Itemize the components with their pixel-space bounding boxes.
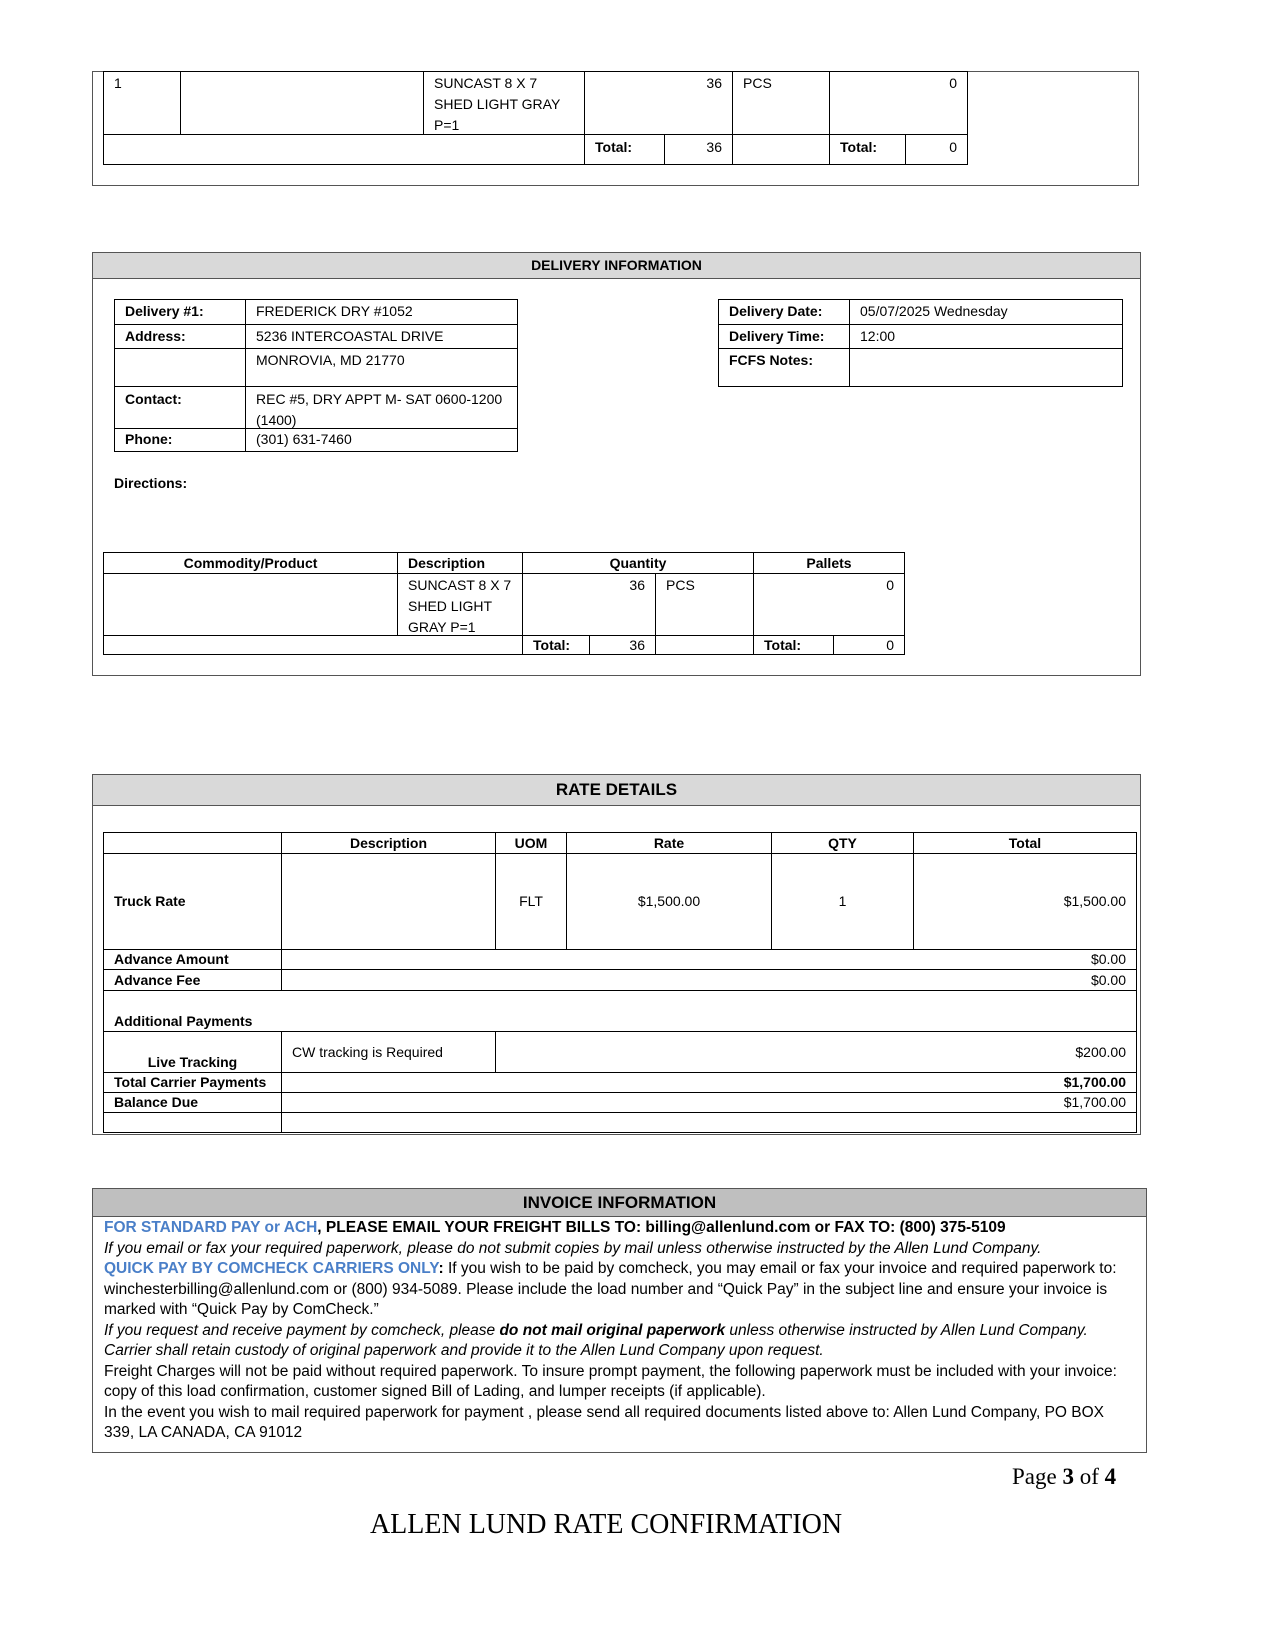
- delivery-number-value: FREDERICK DRY #1052: [245, 299, 518, 325]
- footer-title: ALLEN LUND RATE CONFIRMATION: [369, 1509, 843, 1540]
- top-total-pallets-label: Total:: [829, 134, 906, 165]
- address-line-2: MONROVIA, MD 21770: [245, 348, 518, 387]
- total-pages: 4: [1104, 1464, 1117, 1489]
- phone-label: Phone:: [114, 428, 246, 452]
- advance-fee-value: $0.00: [281, 969, 1137, 991]
- product-description-cell: [397, 573, 523, 636]
- top-description-cell: [423, 71, 585, 135]
- product-description-line-3: GRAY P=1: [408, 619, 476, 635]
- rate-empty-row-label: [103, 1112, 282, 1133]
- top-description-line-3: P=1: [434, 117, 460, 133]
- directions-label: Directions:: [114, 475, 188, 491]
- product-header-quantity: Quantity: [522, 552, 754, 574]
- top-pallets: 0: [829, 71, 968, 135]
- delivery-number-label: Delivery #1:: [114, 299, 246, 325]
- fcfs-notes-label: FCFS Notes:: [718, 348, 850, 387]
- invoice-header: INVOICE INFORMATION: [93, 1189, 1146, 1217]
- delivery-date-label: Delivery Date:: [718, 299, 850, 325]
- truck-rate-rate: $1,500.00: [566, 853, 772, 950]
- invoice-mail-address: In the event you wish to mail required paperwork for payment , please send all required documents listed above to: Allen Lund Company, PO BOX 339, LA CANADA, CA 91012: [104, 1403, 1105, 1441]
- advance-amount-value: $0.00: [281, 949, 1137, 970]
- rate-header: RATE DETAILS: [93, 775, 1140, 806]
- live-tracking-label: Live Tracking: [103, 1031, 282, 1073]
- product-pallets: 0: [753, 573, 905, 636]
- product-total-qty: 36: [589, 635, 656, 655]
- delivery-time-value: 12:00: [849, 324, 1123, 349]
- rate-col-qty: QTY: [771, 832, 914, 854]
- delivery-header: DELIVERY INFORMATION: [93, 253, 1140, 279]
- top-quantity: 36: [584, 71, 733, 135]
- top-description-line-1: SUNCAST 8 X 7: [434, 75, 538, 91]
- rate-col-rate: Rate: [566, 832, 772, 854]
- truck-rate-label: Truck Rate: [103, 853, 282, 950]
- live-tracking-amount: $200.00: [495, 1031, 1137, 1073]
- rate-col-total: Total: [913, 832, 1137, 854]
- top-total-pallets: 0: [905, 134, 968, 165]
- rate-empty-row-value: [281, 1112, 1137, 1133]
- contact-line-1: REC #5, DRY APPT M- SAT 0600-1200: [256, 391, 503, 407]
- product-header-description: Description: [397, 552, 523, 574]
- contact-value: [245, 386, 518, 429]
- invoice-mail-note: If you email or fax your required paperwork, please do not submit copies by mail unless otherwise instructed by the Allen Lund Company.: [104, 1239, 1042, 1257]
- balance-due-value: $1,700.00: [281, 1092, 1137, 1113]
- top-total-qty: 36: [664, 134, 733, 165]
- product-header-pallets: Pallets: [753, 552, 905, 574]
- product-description-line-2: SHED LIGHT: [408, 598, 493, 614]
- address-label: Address:: [114, 324, 246, 349]
- product-unit: PCS: [655, 573, 754, 636]
- advance-amount-label: Advance Amount: [103, 949, 282, 970]
- top-total-blank: [732, 134, 830, 165]
- rate-header-blank: [103, 832, 282, 854]
- invoice-text: [104, 1218, 1138, 1444]
- live-tracking-description: CW tracking is Required: [281, 1031, 496, 1073]
- product-total-pallets: 0: [833, 635, 905, 655]
- standard-pay-heading: FOR STANDARD PAY or ACH: [104, 1219, 318, 1236]
- additional-payments-label: Additional Payments: [103, 990, 1137, 1032]
- fcfs-notes-value: [849, 348, 1123, 387]
- truck-rate-uom: FLT: [495, 853, 567, 950]
- product-total-spacer: [103, 635, 523, 655]
- product-total-blank: [655, 635, 754, 655]
- rate-col-description: Description: [281, 832, 496, 854]
- product-total-label: Total:: [522, 635, 590, 655]
- do-not-mail-emphasis: do not mail original paperwork: [499, 1321, 726, 1339]
- truck-rate-qty: 1: [771, 853, 914, 950]
- address-label-blank: [114, 348, 246, 387]
- page-number: Page 3 of 4: [1012, 1464, 1117, 1489]
- top-unit: PCS: [732, 71, 830, 135]
- invoice-quick-pay: QUICK PAY BY COMCHECK CARRIERS ONLY: If you wish to be paid by comcheck, you may email or fax your invoice and required paperwork to: winchesterbilling@allenlund.com or (800) 934-5089. Please include the load number and “Quick Pay” in the subject line and ensure your invoice is marked with “Quick Pay by ComCheck.”: [104, 1260, 1117, 1318]
- address-line-1: 5236 INTERCOASTAL DRIVE: [245, 324, 518, 349]
- top-commodity-cell: [180, 71, 424, 135]
- quick-pay-heading: QUICK PAY BY COMCHECK CARRIERS ONLY: [104, 1260, 439, 1277]
- advance-fee-label: Advance Fee: [103, 969, 282, 991]
- top-total-label: Total:: [584, 134, 665, 165]
- product-header-commodity: Commodity/Product: [103, 552, 398, 574]
- top-line-number: 1: [103, 71, 181, 135]
- top-description-line-2: SHED LIGHT GRAY: [434, 96, 561, 112]
- invoice-freight-charges: Freight Charges will not be paid without required paperwork. To insure prompt payment, the following paperwork must be included with your invoice: copy of this load confirmation, customer signed Bill of Lading, and lumper receipts (if applicable).: [104, 1362, 1117, 1400]
- standard-pay-text: , PLEASE EMAIL YOUR FREIGHT BILLS TO: billing@allenlund.com or FAX TO: (800) 375-5109: [317, 1219, 1006, 1236]
- product-quantity: 36: [522, 573, 656, 636]
- truck-rate-total: $1,500.00: [913, 853, 1137, 950]
- truck-rate-description: [281, 853, 496, 950]
- product-description-line-1: SUNCAST 8 X 7: [408, 577, 512, 593]
- delivery-time-label: Delivery Time:: [718, 324, 850, 349]
- product-total-pallets-label: Total:: [753, 635, 834, 655]
- total-carrier-payments-label: Total Carrier Payments: [103, 1072, 282, 1093]
- rate-col-uom: UOM: [495, 832, 567, 854]
- delivery-date-value: 05/07/2025 Wednesday: [849, 299, 1123, 325]
- invoice-comcheck-note: If you request and receive payment by comcheck, please do not mail original paperwork unless otherwise instructed by Allen Lund Company. Carrier shall retain custody of original paperwork and provide it to the Allen Lund Company upon request.: [104, 1321, 1088, 1359]
- current-page: 3: [1062, 1464, 1074, 1489]
- total-carrier-payments-value: $1,700.00: [281, 1072, 1137, 1093]
- quick-pay-text: If you wish to be paid by comcheck, you may email or fax your invoice and required paperwork to: winchesterbilling@allenlund.com or (800) 934-5089. Please include the load number and “Quick Pay” in the subject line and ensure your invoice is marked with “Quick Pay by ComCheck.”: [104, 1260, 1117, 1318]
- invoice-standard-pay: [104, 1218, 1138, 1239]
- top-total-spacer: [103, 134, 585, 165]
- balance-due-label: Balance Due: [103, 1092, 282, 1113]
- contact-line-2: (1400): [256, 412, 297, 428]
- product-commodity-cell: [103, 573, 398, 636]
- contact-label: Contact:: [114, 386, 246, 429]
- phone-value: (301) 631-7460: [245, 428, 518, 452]
